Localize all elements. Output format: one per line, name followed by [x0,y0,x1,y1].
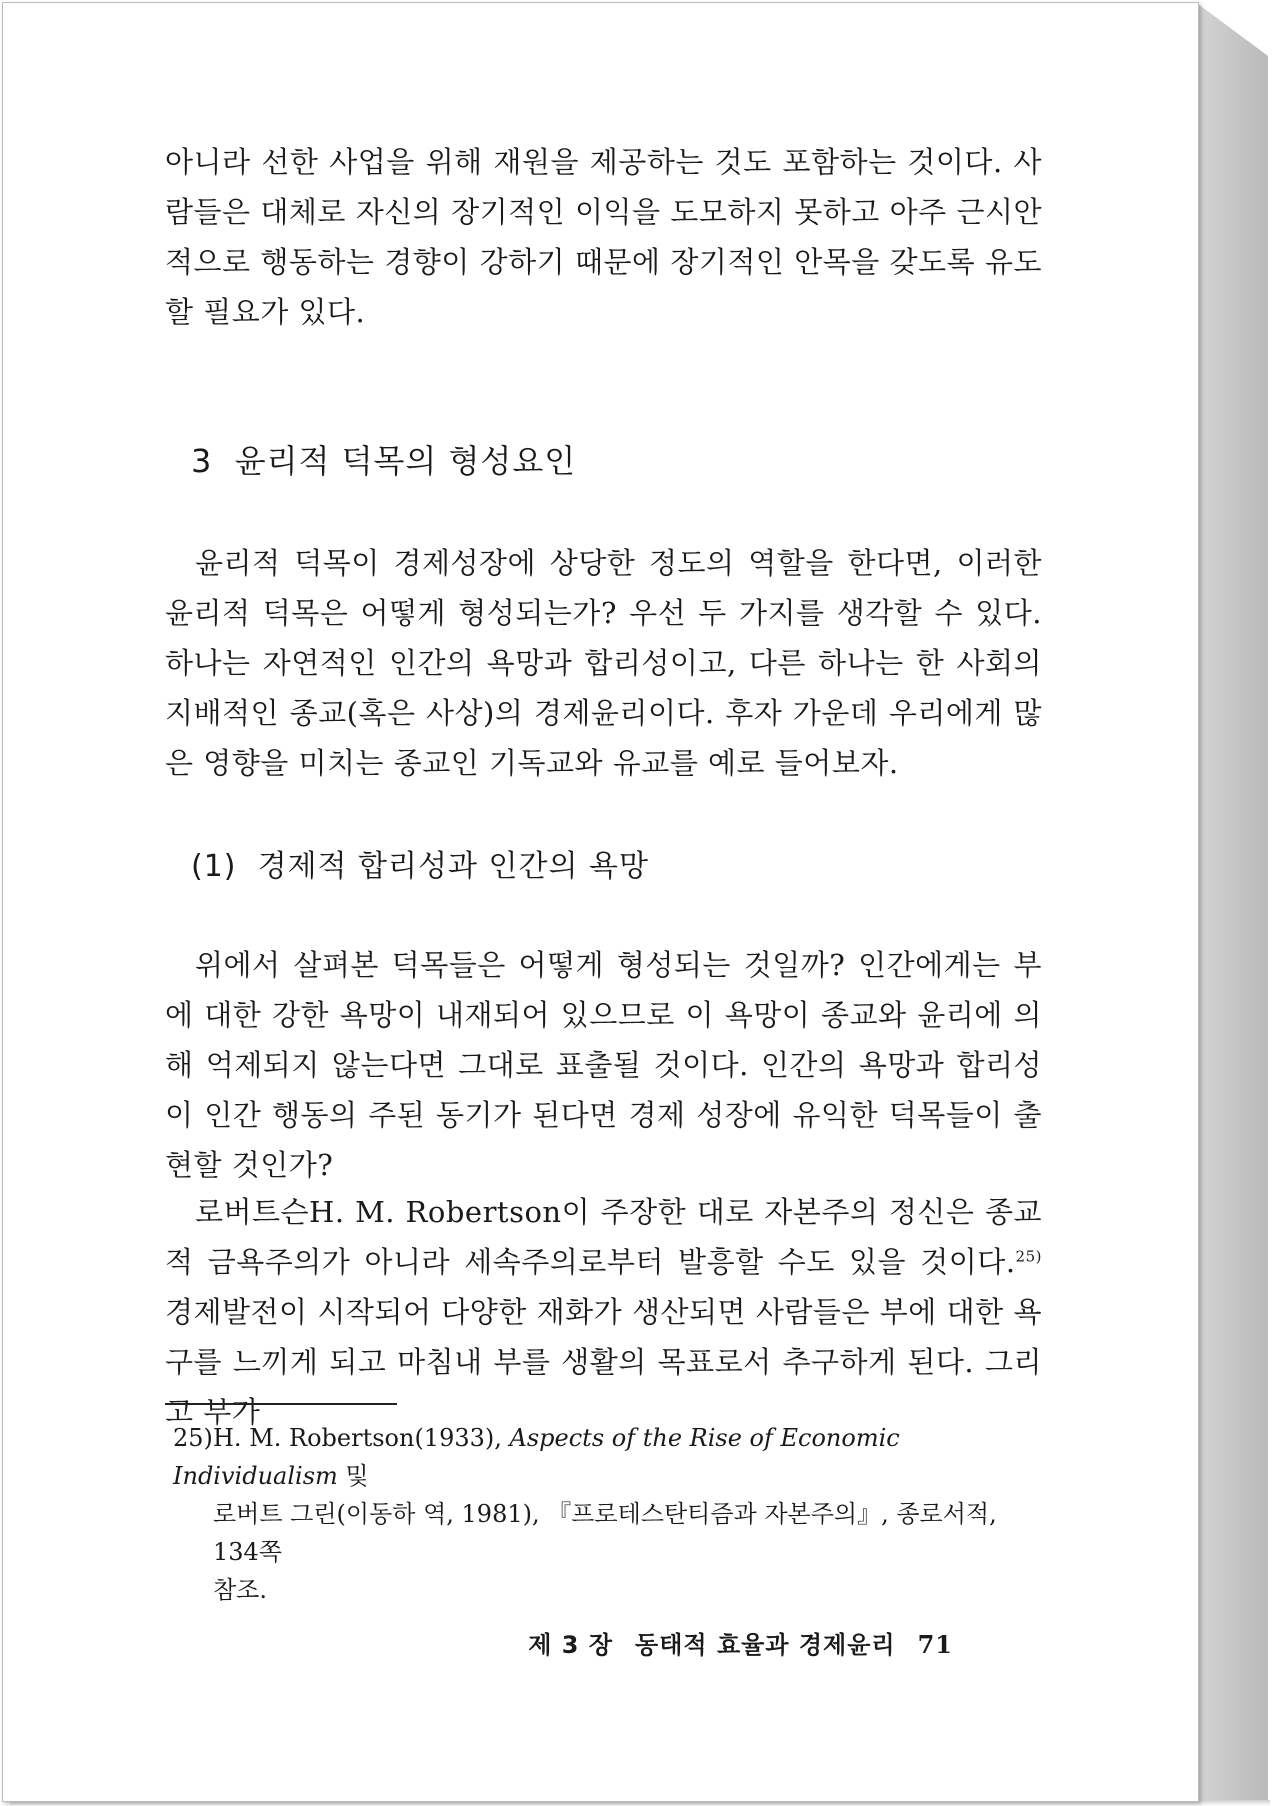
footnote-line-1 [173,1419,1041,1495]
intro-paragraph-block [165,137,1042,337]
footer-title: 동태적 효율과 경제윤리 [635,1631,896,1659]
footer-chapter: 제 3 장 [528,1631,614,1659]
footnote-conjunction: 및 [337,1462,369,1490]
subsection-paragraph-1: 위에서 살펴본 덕목들은 어떻게 형성되는 것일까? 인간에게는 부에 대한 강한 욕망이 내재되어 있으므로 이 욕망이 종교와 윤리에 의해 억제되지 않는다면 그대로 표출될 것이다. 인간의 욕망과 합리성이 인간 행동의 주된 동기가 된다면 경제 성장에 유익한 덕목들이 출현할 것인가? [165,948,1042,1182]
running-footer [528,1625,953,1660]
paragraph-text-part1: 로버트슨H. M. Robertson이 주장한 대로 자본주의 정신은 종교적 금욕주의가 아니라 세속주의로부터 발흥할 수도 있을 것이다. [165,1195,1042,1279]
footnote [173,1419,1041,1609]
book-side-edge [1198,4,1268,1800]
section-heading: 3 윤리적 덕목의 형성요인 [191,442,577,480]
subsection-paragraph-2 [165,1187,1042,1437]
footnote-author: H. M. Robertson(1933), [213,1424,510,1452]
subsection-body-1 [165,940,1042,1190]
footnote-number: 25) [173,1424,213,1452]
intro-paragraph: 아니라 선한 사업을 위해 재원을 제공하는 것도 포함하는 것이다. 사람들은 대체로 자신의 장기적인 이익을 도모하지 못하고 아주 근시안적으로 행동하는 경향이 강하기 때문에 장기적인 안목을 갖도록 유도할 필요가 있다. [165,145,1042,329]
section-paragraph: 윤리적 덕목이 경제성장에 상당한 정도의 역할을 한다면, 이러한 윤리적 덕목은 어떻게 형성되는가? 우선 두 가지를 생각할 수 있다. 하나는 자연적인 인간의 욕망과 합리성이고, 다른 하나는 한 사회의 지배적인 종교(혹은 사상)의 경제윤리이다. 후자 가운데 우리에게 많은 영향을 미치는 종교인 기독교와 유교를 예로 들어보자. [165,546,1042,780]
footnote-book-title: Aspects of the Rise of Economic Individualism [173,1424,900,1490]
footnote-line-2: 로버트 그린(이동하 역, 1981), 『프로테스탄티즘과 자본주의』, 종로서적, 134쪽 [213,1500,997,1566]
subsection-heading: (1) 경제적 합리성과 인간의 욕망 [191,849,649,884]
footnote-reference[interactable]: 25) [1015,1247,1042,1266]
footnote-line-3: 참조. [213,1576,267,1604]
subsection-body-2 [165,1187,1042,1437]
footnote-divider [165,1403,397,1405]
page-number: 71 [917,1630,953,1659]
section-body [165,538,1042,788]
book-page [2,2,1199,1802]
paragraph-text-part2: 경제발전이 시작되어 다양한 재화가 생산되면 사람들은 부에 대한 욕구를 느끼게 되고 마침내 부를 생활의 목표로서 추구하게 된다. 그리고 부가 [165,1295,1042,1429]
